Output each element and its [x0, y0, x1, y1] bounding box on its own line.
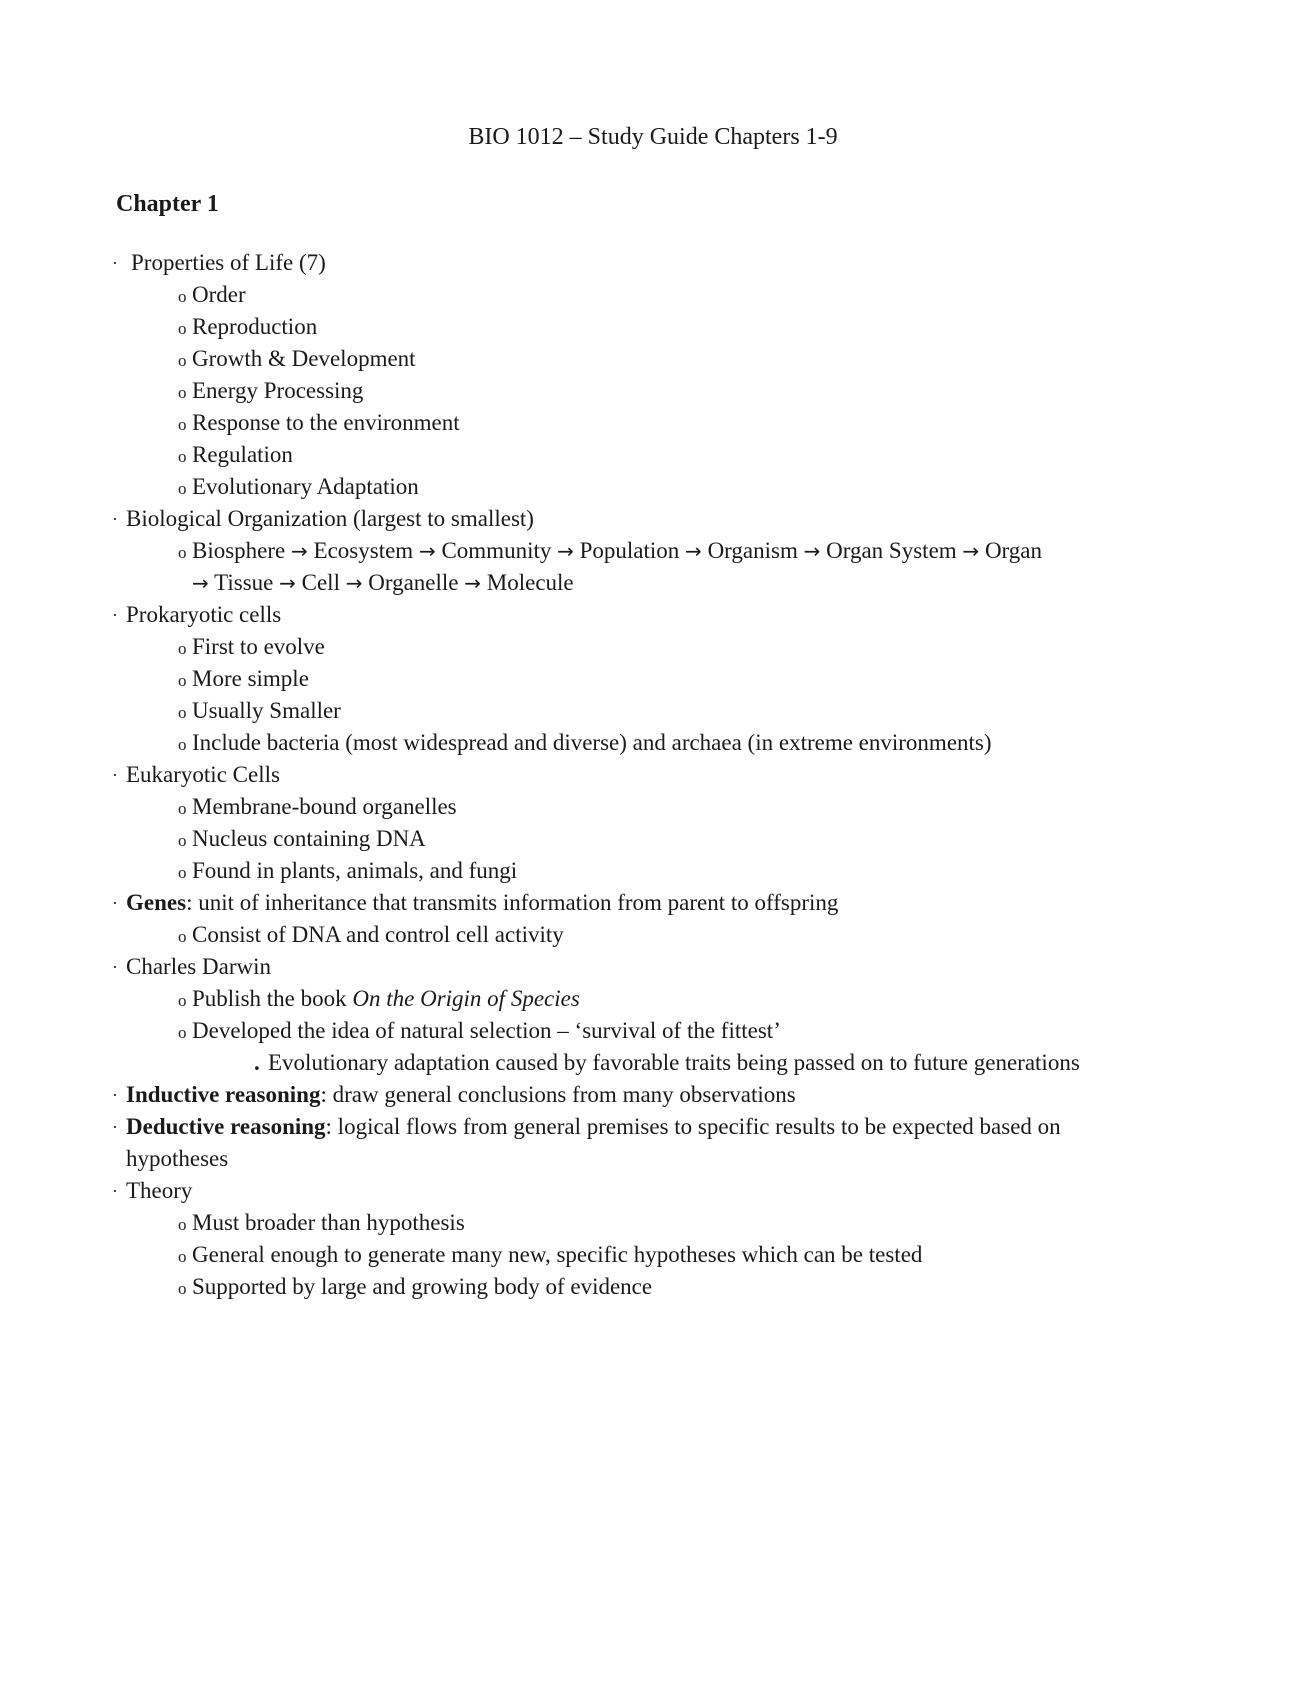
organization-level: Community: [441, 538, 552, 563]
organization-level: Ecosystem: [313, 538, 414, 563]
sub-bullet-icon: o: [178, 1279, 187, 1298]
properties-item: Energy Processing: [192, 378, 364, 403]
sub-bullet-icon: o: [178, 447, 187, 466]
eukaryotic-heading: Eukaryotic Cells: [126, 762, 280, 787]
organization-chain-line-2: [192, 568, 574, 598]
sub-bullet-icon: o: [178, 383, 187, 402]
organization-level: Organ System: [826, 538, 957, 563]
theory-item: Supported by large and growing body of evidence: [192, 1274, 653, 1299]
inductive-definition: [126, 1080, 796, 1110]
prokaryotic-item: First to evolve: [192, 634, 325, 659]
organization-level: Organ: [984, 538, 1042, 563]
darwin-book: [192, 984, 580, 1014]
genes-item: Consist of DNA and control cell activity: [192, 922, 564, 947]
sub-bullet-icon: o: [178, 927, 187, 946]
eukaryotic-item: Membrane-bound organelles: [192, 794, 457, 819]
sub-bullet-icon: o: [178, 799, 187, 818]
inductive-definition-text: : draw general conclusions from many observations: [320, 1082, 796, 1107]
bullet-icon: ·: [112, 605, 118, 625]
sub-bullet-icon: o: [178, 863, 187, 882]
arrow-right-icon: →: [279, 571, 296, 595]
properties-item: Order: [192, 282, 246, 307]
bullet-icon: ·: [112, 957, 118, 977]
organization-level: Tissue: [214, 570, 274, 595]
sub-bullet-icon: o: [178, 543, 187, 562]
prokaryotic-item: Include bacteria (most widespread and diverse) and archaea (in extreme environments): [192, 730, 992, 755]
sub-bullet-icon: o: [178, 831, 187, 850]
arrow-right-icon: →: [464, 571, 482, 595]
properties-item: Growth & Development: [192, 346, 416, 371]
organization-level: Biosphere: [192, 538, 286, 563]
document-title: BIO 1012 – Study Guide Chapters 1-9: [468, 124, 838, 150]
arrow-right-icon: →: [803, 539, 821, 563]
eukaryotic-item: Found in plants, animals, and fungi: [192, 858, 518, 883]
sub-bullet-icon: o: [178, 1247, 187, 1266]
genes-definition-text: : unit of inheritance that transmits information from parent to offspring: [186, 890, 839, 915]
darwin-book-prefix: Publish the book: [192, 986, 353, 1011]
darwin-idea: Developed the idea of natural selection – ‘survival of the fittest’: [192, 1018, 781, 1043]
arrow-right-icon: →: [418, 539, 436, 563]
sub-bullet-icon: o: [178, 1023, 187, 1042]
sub-bullet-icon: o: [178, 287, 187, 306]
deductive-definition-continued: hypotheses: [126, 1146, 229, 1171]
sub-bullet-icon: o: [178, 351, 187, 370]
genes-definition: [126, 888, 838, 918]
theory-item: General enough to generate many new, specific hypotheses which can be tested: [192, 1242, 923, 1267]
eukaryotic-item: Nucleus containing DNA: [192, 826, 426, 851]
sub-bullet-icon: o: [178, 639, 187, 658]
organization-chain-line-1: [192, 536, 1042, 566]
arrow-right-icon: →: [557, 539, 574, 563]
bullet-icon: ·: [112, 1181, 118, 1201]
inductive-term: Inductive reasoning: [126, 1082, 321, 1107]
sub-bullet-icon: o: [178, 415, 187, 434]
prokaryotic-item: More simple: [192, 666, 309, 691]
arrow-right-icon: →: [291, 539, 308, 563]
organization-level: Organelle: [368, 570, 459, 595]
properties-item: Reproduction: [192, 314, 318, 339]
properties-heading: Properties of Life (7): [131, 250, 326, 275]
sub-bullet-icon: o: [178, 319, 187, 338]
theory-item: Must broader than hypothesis: [192, 1210, 465, 1235]
properties-item: Response to the environment: [192, 410, 460, 435]
sub-bullet-icon: o: [178, 479, 187, 498]
bullet-icon: ·: [112, 765, 118, 785]
theory-heading: Theory: [126, 1178, 193, 1203]
bullet-icon: ·: [112, 1117, 118, 1137]
darwin-heading: Charles Darwin: [126, 954, 271, 979]
chapter-heading: Chapter 1: [116, 191, 219, 217]
arrow-right-icon: →: [685, 539, 702, 563]
organization-heading: Biological Organization (largest to smallest): [126, 506, 534, 531]
sub-bullet-icon: o: [178, 671, 187, 690]
bullet-icon: ·: [112, 893, 118, 913]
subsub-bullet-icon: .: [254, 1050, 260, 1075]
arrow-right-icon: →: [192, 571, 209, 595]
arrow-right-icon: →: [345, 571, 363, 595]
properties-item: Regulation: [192, 442, 293, 467]
bullet-icon: ·: [112, 253, 118, 273]
bullet-icon: ·: [112, 1085, 118, 1105]
deductive-definition-text: : logical flows from general premises to specific results to be expected based on: [325, 1114, 1061, 1139]
darwin-book-title: On the Origin of Species: [352, 986, 580, 1011]
properties-item: Evolutionary Adaptation: [192, 474, 419, 499]
sub-bullet-icon: o: [178, 991, 187, 1010]
darwin-detail: Evolutionary adaptation caused by favorable traits being passed on to future generations: [268, 1050, 1080, 1075]
deductive-definition: [126, 1112, 1061, 1142]
arrow-right-icon: →: [962, 539, 980, 563]
organization-level: Cell: [301, 570, 340, 595]
bullet-icon: ·: [112, 509, 118, 529]
genes-term: Genes: [126, 890, 187, 915]
prokaryotic-item: Usually Smaller: [192, 698, 341, 723]
sub-bullet-icon: o: [178, 703, 187, 722]
organization-level: Organism: [707, 538, 798, 563]
sub-bullet-icon: o: [178, 1215, 187, 1234]
organization-level: Molecule: [486, 570, 574, 595]
prokaryotic-heading: Prokaryotic cells: [126, 602, 282, 627]
organization-level: Population: [579, 538, 680, 563]
deductive-term: Deductive reasoning: [126, 1114, 326, 1139]
sub-bullet-icon: o: [178, 735, 187, 754]
